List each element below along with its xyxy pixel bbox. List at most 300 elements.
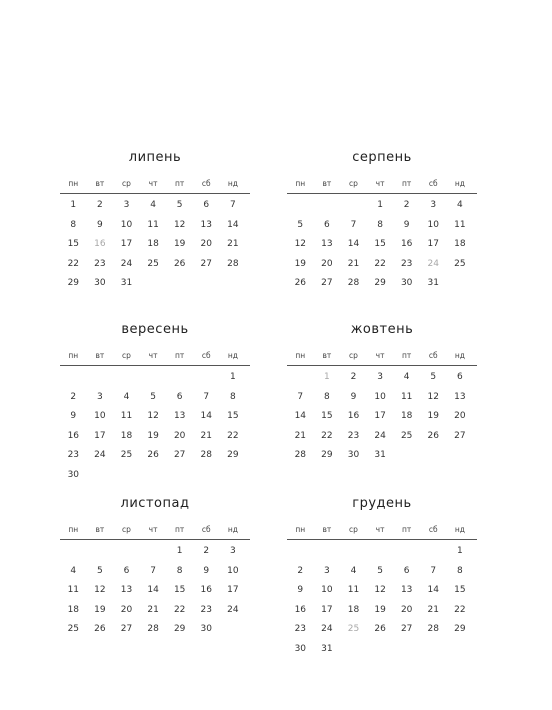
weekday-label: пт bbox=[175, 351, 185, 360]
day-cell: 25 bbox=[454, 258, 466, 269]
month-title: листопад bbox=[120, 496, 190, 511]
day-cell: 1 bbox=[324, 372, 330, 382]
weekday-label: сб bbox=[201, 179, 211, 188]
week-row bbox=[60, 446, 250, 466]
empty-day bbox=[367, 542, 394, 562]
empty-day bbox=[220, 274, 247, 294]
day-cell: 20 bbox=[400, 604, 413, 615]
weekday-label: чт bbox=[148, 351, 158, 360]
day-cell: 8 bbox=[70, 219, 77, 230]
day-cell: 6 bbox=[176, 391, 183, 402]
day-cell: 24 bbox=[321, 624, 333, 634]
empty-day bbox=[113, 368, 140, 388]
week-row bbox=[287, 620, 477, 640]
day-cell: 17 bbox=[427, 239, 439, 249]
day-cell: 1 bbox=[70, 200, 77, 210]
weekday-label: пн bbox=[295, 525, 306, 534]
day-cell: 23 bbox=[200, 604, 212, 615]
week-row bbox=[287, 427, 477, 447]
days-grid bbox=[60, 542, 250, 640]
day-cell: 14 bbox=[427, 585, 439, 595]
day-cell: 28 bbox=[294, 450, 307, 460]
day-cell: 4 bbox=[350, 565, 357, 576]
weekday-label: сб bbox=[428, 179, 438, 188]
day-cell: 31 bbox=[120, 278, 133, 288]
empty-day bbox=[87, 368, 114, 388]
day-cell: 1 bbox=[229, 372, 236, 382]
day-cell: 13 bbox=[200, 219, 212, 230]
day-cell: 23 bbox=[67, 450, 80, 460]
day-cell: 10 bbox=[374, 391, 386, 402]
weekday-label: чт bbox=[375, 525, 385, 534]
day-cell: 27 bbox=[321, 278, 333, 288]
month-2 bbox=[60, 319, 250, 485]
day-cell: 31 bbox=[427, 278, 439, 288]
day-cell: 15 bbox=[173, 585, 186, 595]
weekday-label: сб bbox=[428, 351, 438, 360]
day-cell: 5 bbox=[97, 565, 103, 576]
weekday-label: пн bbox=[68, 351, 79, 360]
day-cell: 6 bbox=[403, 565, 410, 576]
day-cell: 12 bbox=[427, 391, 439, 402]
weekday-header bbox=[60, 523, 250, 540]
day-cell: 18 bbox=[400, 411, 413, 421]
day-cell: 3 bbox=[229, 546, 236, 556]
weekday-label: пт bbox=[402, 179, 412, 188]
weekday-label: вт bbox=[95, 179, 105, 188]
day-cell: 29 bbox=[173, 624, 186, 634]
empty-day bbox=[340, 542, 367, 562]
day-cell: 4 bbox=[123, 391, 130, 402]
weekday-header bbox=[60, 349, 250, 366]
empty-day bbox=[140, 466, 167, 486]
day-cell: 7 bbox=[203, 391, 210, 402]
day-cell: 29 bbox=[67, 278, 80, 288]
weekday-label: нд bbox=[227, 525, 238, 534]
weekday-label: ср bbox=[349, 525, 358, 534]
day-cell: 2 bbox=[97, 200, 103, 210]
day-cell: 3 bbox=[430, 200, 437, 210]
day-cell: 1 bbox=[176, 546, 183, 556]
day-cell: 20 bbox=[454, 411, 466, 421]
day-cell: 18 bbox=[347, 604, 360, 615]
weekday-label: чт bbox=[148, 179, 158, 188]
empty-day bbox=[447, 640, 474, 660]
weekday-label: пт bbox=[402, 351, 412, 360]
day-cell: 9 bbox=[97, 219, 103, 230]
empty-day bbox=[393, 446, 420, 466]
day-cell: 11 bbox=[454, 219, 466, 230]
day-cell: 14 bbox=[347, 239, 360, 249]
empty-day bbox=[393, 640, 420, 660]
week-row bbox=[60, 274, 250, 294]
week-row bbox=[287, 388, 477, 408]
day-cell: 16 bbox=[200, 585, 212, 595]
week-row bbox=[60, 620, 250, 640]
week-row bbox=[287, 562, 477, 582]
month-5 bbox=[287, 493, 477, 659]
empty-day bbox=[140, 274, 167, 294]
day-cell: 9 bbox=[350, 391, 357, 402]
weekday-label: пт bbox=[402, 525, 412, 534]
days-grid bbox=[287, 368, 477, 466]
weekday-label: нд bbox=[454, 179, 465, 188]
day-cell: 30 bbox=[294, 643, 307, 654]
day-cell: 27 bbox=[120, 624, 133, 634]
weekday-label: пт bbox=[175, 179, 185, 188]
week-row bbox=[287, 235, 477, 255]
empty-day bbox=[193, 274, 220, 294]
weekday-label: пт bbox=[175, 525, 185, 534]
day-cell: 25 bbox=[147, 258, 159, 269]
weekday-label: ср bbox=[122, 351, 131, 360]
week-row bbox=[60, 216, 250, 236]
weekday-label: чт bbox=[375, 179, 385, 188]
weekday-label: пн bbox=[68, 525, 79, 534]
day-cell: 30 bbox=[400, 278, 413, 288]
weekday-label: чт bbox=[375, 351, 385, 360]
empty-day bbox=[420, 542, 447, 562]
empty-day bbox=[193, 466, 220, 486]
week-row bbox=[60, 407, 250, 427]
weekday-label: нд bbox=[227, 179, 238, 188]
empty-day bbox=[420, 640, 447, 660]
day-cell: 22 bbox=[454, 604, 466, 615]
days-grid bbox=[60, 368, 250, 485]
empty-day bbox=[447, 274, 474, 294]
day-cell: 26 bbox=[94, 624, 106, 634]
day-cell: 28 bbox=[147, 624, 159, 634]
day-cell: 5 bbox=[150, 391, 156, 402]
day-cell: 30 bbox=[94, 278, 106, 288]
day-cell: 23 bbox=[400, 258, 413, 269]
day-cell: 23 bbox=[294, 624, 307, 634]
day-cell: 28 bbox=[427, 624, 439, 634]
weekday-label: нд bbox=[454, 351, 465, 360]
day-cell: 2 bbox=[403, 200, 410, 210]
empty-day bbox=[314, 542, 341, 562]
weekday-label: нд bbox=[227, 351, 238, 360]
empty-day bbox=[447, 446, 474, 466]
day-cell: 4 bbox=[150, 200, 156, 210]
month-title: жовтень bbox=[350, 322, 414, 337]
day-cell: 20 bbox=[200, 239, 212, 249]
week-row bbox=[60, 427, 250, 447]
week-row bbox=[287, 542, 477, 562]
weekday-header bbox=[287, 349, 477, 366]
day-cell: 25 bbox=[347, 624, 360, 634]
day-cell: 13 bbox=[173, 411, 186, 421]
day-cell: 12 bbox=[294, 239, 307, 249]
day-cell: 19 bbox=[147, 430, 159, 441]
day-cell: 25 bbox=[67, 624, 80, 634]
month-1 bbox=[287, 147, 477, 294]
day-cell: 12 bbox=[173, 219, 186, 230]
empty-day bbox=[220, 620, 247, 640]
day-cell: 15 bbox=[67, 239, 80, 249]
day-cell: 16 bbox=[94, 239, 106, 249]
day-cell: 22 bbox=[173, 604, 186, 615]
empty-day bbox=[393, 542, 420, 562]
week-row bbox=[287, 255, 477, 275]
day-cell: 22 bbox=[321, 430, 333, 441]
day-cell: 31 bbox=[321, 643, 333, 654]
day-cell: 23 bbox=[94, 258, 106, 269]
day-cell: 14 bbox=[294, 411, 307, 421]
days-grid bbox=[287, 542, 477, 659]
day-cell: 11 bbox=[400, 391, 413, 402]
day-cell: 7 bbox=[229, 200, 236, 210]
week-row bbox=[60, 601, 250, 621]
day-cell: 30 bbox=[200, 624, 212, 634]
day-cell: 8 bbox=[229, 391, 236, 402]
day-cell: 24 bbox=[120, 258, 133, 269]
empty-day bbox=[140, 368, 167, 388]
weekday-label: ср bbox=[349, 351, 358, 360]
day-cell: 9 bbox=[403, 219, 410, 230]
week-row bbox=[287, 368, 477, 388]
day-cell: 2 bbox=[70, 391, 77, 402]
day-cell: 7 bbox=[150, 565, 156, 576]
day-cell: 22 bbox=[227, 430, 239, 441]
day-cell: 17 bbox=[120, 239, 133, 249]
weekday-header bbox=[60, 177, 250, 194]
day-cell: 21 bbox=[147, 604, 159, 615]
day-cell: 8 bbox=[324, 391, 330, 402]
day-cell: 24 bbox=[427, 258, 439, 269]
week-row bbox=[60, 466, 250, 486]
empty-day bbox=[340, 640, 367, 660]
day-cell: 7 bbox=[350, 219, 357, 230]
day-cell: 18 bbox=[67, 604, 80, 615]
day-cell: 13 bbox=[454, 391, 466, 402]
empty-day bbox=[60, 368, 87, 388]
week-row bbox=[60, 235, 250, 255]
empty-day bbox=[113, 542, 140, 562]
day-cell: 22 bbox=[67, 258, 80, 269]
month-title: вересень bbox=[121, 322, 189, 337]
day-cell: 24 bbox=[374, 430, 386, 441]
day-cell: 28 bbox=[227, 258, 239, 269]
day-cell: 21 bbox=[347, 258, 360, 269]
day-cell: 13 bbox=[400, 585, 413, 595]
day-cell: 26 bbox=[173, 258, 186, 269]
day-cell: 27 bbox=[454, 430, 466, 441]
weekday-label: ср bbox=[122, 179, 131, 188]
day-cell: 24 bbox=[227, 604, 239, 615]
day-cell: 3 bbox=[377, 372, 383, 382]
empty-day bbox=[193, 368, 220, 388]
day-cell: 3 bbox=[324, 565, 330, 576]
week-row bbox=[60, 255, 250, 275]
day-cell: 21 bbox=[294, 430, 307, 441]
month-title: грудень bbox=[352, 496, 412, 511]
weekday-label: вт bbox=[95, 525, 105, 534]
day-cell: 11 bbox=[67, 585, 80, 595]
day-cell: 14 bbox=[147, 585, 159, 595]
empty-day bbox=[340, 196, 367, 216]
day-cell: 13 bbox=[120, 585, 133, 595]
weekday-label: сб bbox=[428, 525, 438, 534]
month-0 bbox=[60, 147, 250, 294]
day-cell: 27 bbox=[200, 258, 212, 269]
day-cell: 7 bbox=[430, 565, 437, 576]
day-cell: 15 bbox=[321, 411, 333, 421]
weekday-label: пн bbox=[68, 179, 79, 188]
empty-day bbox=[287, 368, 314, 388]
empty-day bbox=[140, 542, 167, 562]
day-cell: 12 bbox=[374, 585, 386, 595]
day-cell: 15 bbox=[374, 239, 386, 249]
empty-day bbox=[87, 466, 114, 486]
weekday-label: вт bbox=[95, 351, 105, 360]
day-cell: 17 bbox=[94, 430, 106, 441]
day-cell: 21 bbox=[427, 604, 439, 615]
day-cell: 19 bbox=[294, 258, 307, 269]
week-row bbox=[287, 196, 477, 216]
empty-day bbox=[220, 466, 247, 486]
day-cell: 4 bbox=[403, 372, 410, 382]
day-cell: 18 bbox=[147, 239, 159, 249]
day-cell: 10 bbox=[94, 411, 106, 421]
day-cell: 26 bbox=[427, 430, 439, 441]
day-cell: 25 bbox=[400, 430, 413, 441]
weekday-label: пн bbox=[295, 179, 306, 188]
month-title: серпень bbox=[352, 150, 412, 165]
day-cell: 22 bbox=[374, 258, 386, 269]
day-cell: 16 bbox=[294, 604, 307, 615]
day-cell: 20 bbox=[321, 258, 333, 269]
day-cell: 6 bbox=[123, 565, 130, 576]
day-cell: 5 bbox=[430, 372, 437, 382]
day-cell: 30 bbox=[347, 450, 360, 460]
day-cell: 15 bbox=[454, 585, 466, 595]
day-cell: 2 bbox=[203, 546, 210, 556]
month-3 bbox=[287, 319, 477, 466]
empty-day bbox=[287, 196, 314, 216]
day-cell: 25 bbox=[120, 450, 133, 460]
weekday-label: сб bbox=[201, 525, 211, 534]
day-cell: 10 bbox=[227, 565, 239, 576]
day-cell: 1 bbox=[377, 200, 383, 210]
week-row bbox=[287, 581, 477, 601]
weekday-label: вт bbox=[322, 179, 332, 188]
empty-day bbox=[367, 640, 394, 660]
day-cell: 14 bbox=[227, 219, 239, 230]
weekday-label: ср bbox=[122, 525, 131, 534]
week-row bbox=[60, 542, 250, 562]
weekday-label: чт bbox=[148, 525, 158, 534]
week-row bbox=[287, 216, 477, 236]
day-cell: 31 bbox=[374, 450, 386, 460]
day-cell: 23 bbox=[347, 430, 360, 441]
day-cell: 12 bbox=[94, 585, 106, 595]
week-row bbox=[60, 388, 250, 408]
weekday-label: ср bbox=[349, 179, 358, 188]
day-cell: 19 bbox=[374, 604, 386, 615]
day-cell: 2 bbox=[350, 372, 357, 382]
empty-day bbox=[87, 542, 114, 562]
month-title: липень bbox=[128, 150, 182, 165]
day-cell: 19 bbox=[173, 239, 186, 249]
day-cell: 17 bbox=[227, 585, 239, 595]
weekday-label: сб bbox=[201, 351, 211, 360]
day-cell: 18 bbox=[454, 239, 466, 249]
day-cell: 26 bbox=[374, 624, 386, 634]
day-cell: 15 bbox=[227, 411, 239, 421]
day-cell: 29 bbox=[374, 278, 386, 288]
day-cell: 5 bbox=[176, 200, 183, 210]
day-cell: 11 bbox=[347, 585, 360, 595]
day-cell: 26 bbox=[147, 450, 159, 460]
weekday-label: нд bbox=[454, 525, 465, 534]
day-cell: 6 bbox=[203, 200, 210, 210]
day-cell: 4 bbox=[70, 565, 77, 576]
day-cell: 29 bbox=[321, 450, 333, 460]
month-4 bbox=[60, 493, 250, 640]
day-cell: 16 bbox=[67, 430, 80, 441]
week-row bbox=[287, 640, 477, 660]
day-cell: 3 bbox=[97, 391, 103, 402]
day-cell: 16 bbox=[400, 239, 413, 249]
day-cell: 10 bbox=[120, 219, 133, 230]
empty-day bbox=[420, 446, 447, 466]
week-row bbox=[60, 196, 250, 216]
day-cell: 12 bbox=[147, 411, 159, 421]
week-row bbox=[60, 581, 250, 601]
day-cell: 2 bbox=[297, 565, 304, 576]
day-cell: 19 bbox=[94, 604, 106, 615]
day-cell: 8 bbox=[176, 565, 183, 576]
week-row bbox=[287, 274, 477, 294]
day-cell: 14 bbox=[200, 411, 212, 421]
day-cell: 9 bbox=[203, 565, 210, 576]
empty-day bbox=[60, 542, 87, 562]
day-cell: 8 bbox=[456, 565, 463, 576]
day-cell: 7 bbox=[297, 391, 304, 402]
day-cell: 5 bbox=[377, 565, 383, 576]
empty-day bbox=[287, 542, 314, 562]
week-row bbox=[60, 562, 250, 582]
day-cell: 8 bbox=[377, 219, 383, 230]
day-cell: 21 bbox=[200, 430, 212, 441]
weekday-header bbox=[287, 177, 477, 194]
week-row bbox=[287, 407, 477, 427]
week-row bbox=[60, 368, 250, 388]
day-cell: 3 bbox=[123, 200, 130, 210]
week-row bbox=[287, 601, 477, 621]
day-cell: 28 bbox=[200, 450, 212, 460]
day-cell: 24 bbox=[94, 450, 106, 460]
day-cell: 9 bbox=[297, 585, 304, 595]
empty-day bbox=[314, 196, 341, 216]
empty-day bbox=[113, 466, 140, 486]
day-cell: 13 bbox=[321, 239, 333, 249]
day-cell: 27 bbox=[173, 450, 186, 460]
day-cell: 4 bbox=[456, 200, 463, 210]
days-grid bbox=[60, 196, 250, 294]
day-cell: 30 bbox=[67, 469, 80, 480]
day-cell: 17 bbox=[374, 411, 386, 421]
empty-day bbox=[166, 368, 193, 388]
day-cell: 16 bbox=[347, 411, 360, 421]
day-cell: 21 bbox=[227, 239, 239, 249]
day-cell: 18 bbox=[120, 430, 133, 441]
day-cell: 20 bbox=[173, 430, 186, 441]
day-cell: 9 bbox=[70, 411, 77, 421]
weekday-label: пн bbox=[295, 351, 306, 360]
empty-day bbox=[166, 466, 193, 486]
